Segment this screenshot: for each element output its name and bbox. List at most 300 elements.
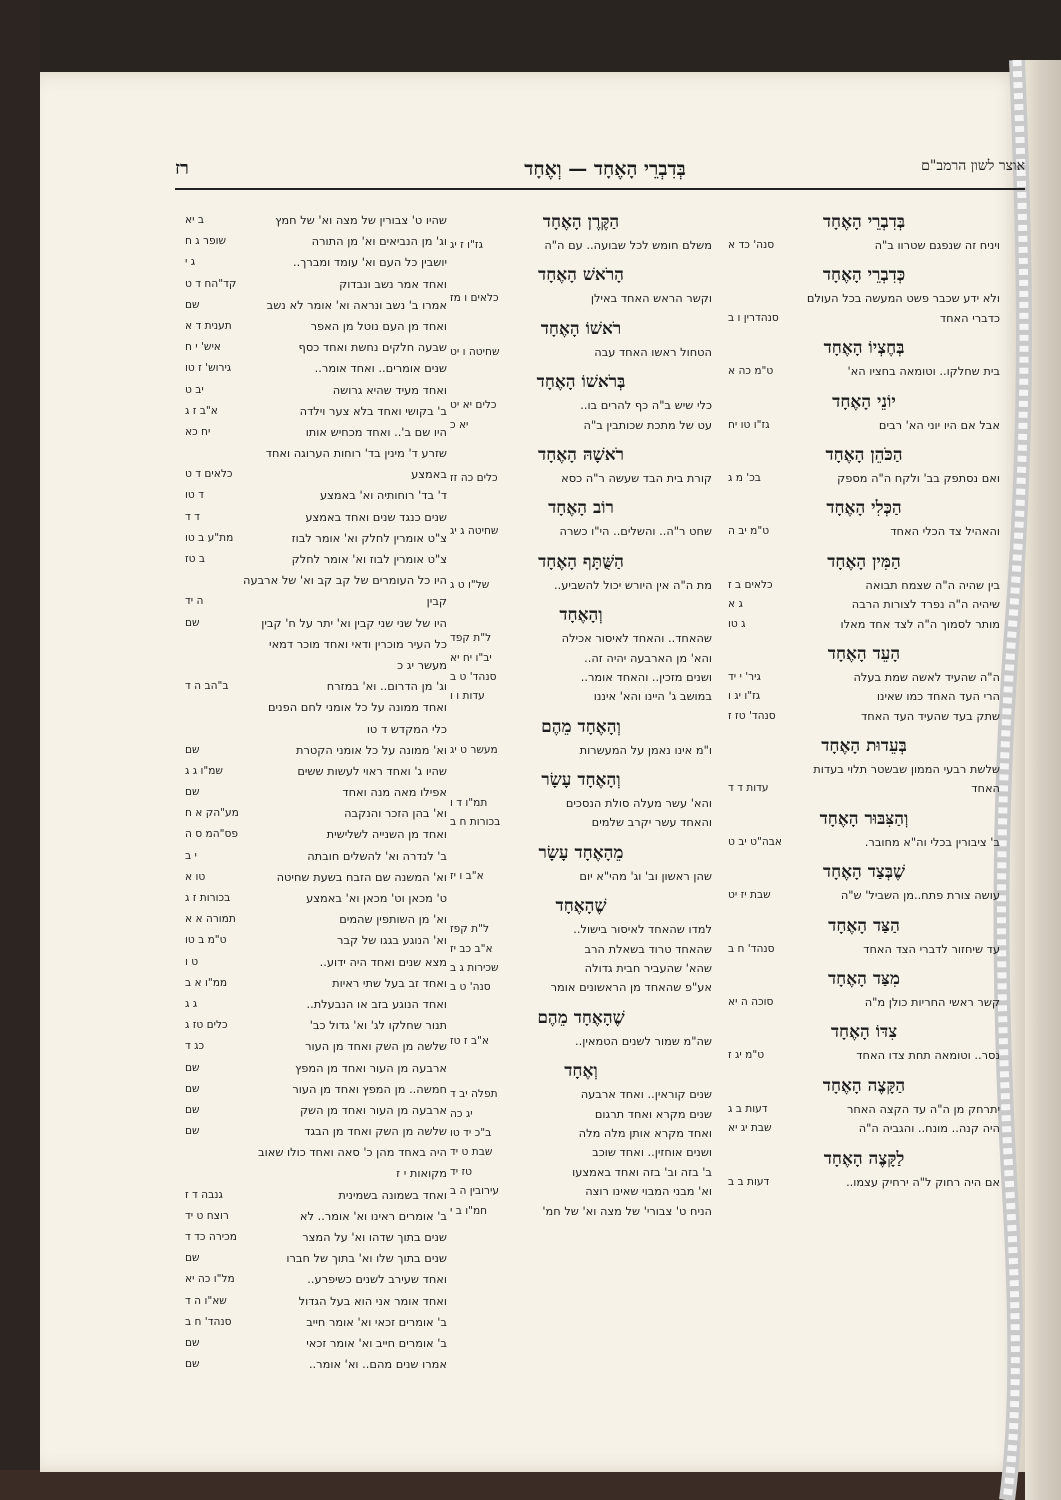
source-reference: שופר ג ח — [185, 235, 227, 248]
source-reference: סנהד' ח ב — [728, 942, 775, 955]
entry-line — [185, 1354, 447, 1375]
line-text: ואחד אמר נשב ונבדוק — [339, 276, 447, 291]
dictionary-entry — [728, 1020, 1000, 1065]
entry-line — [185, 316, 447, 337]
line-text: כדברי האחד — [939, 310, 1000, 325]
line-text: שתק בעד שהעיד העד האחד — [861, 708, 1000, 723]
source-reference: מל"ו כה יא — [185, 1273, 235, 1286]
line-text: בין שהיה ה"ה שצמח תבואה — [865, 577, 1000, 592]
entry-line — [450, 978, 712, 997]
line-text: ואם נסתפק בב' ולקח ה"ה מספק — [837, 470, 1000, 485]
line-text: קשר ראשי החריות כולן מ"ה — [864, 995, 1000, 1010]
line-text: שלשה מן השק ואחד מן הבגד — [304, 1124, 447, 1139]
source-reference: בכורות ח ב — [450, 816, 501, 829]
source-reference: שחיטה ו יט — [450, 345, 500, 358]
source-reference: מעשר ט יג — [450, 743, 498, 756]
entry-line — [450, 1032, 712, 1051]
entry-line — [185, 1185, 447, 1206]
source-reference: ט"מ ב טו — [185, 934, 227, 947]
dictionary-entry — [728, 860, 1000, 905]
header-rule — [175, 188, 1025, 190]
dictionary-entry — [450, 841, 712, 886]
entry-line — [450, 959, 712, 978]
entry-line — [185, 380, 447, 401]
source-reference: א"ב ז טז — [450, 1034, 490, 1047]
source-reference: גז"ו ז יג — [450, 239, 483, 251]
entry-headword: הַכְּלִי הָאֶחָד — [826, 498, 902, 519]
line-text: והא' עשר מעלה סולת הנסכים — [565, 796, 712, 811]
entry-line — [450, 668, 712, 687]
line-text: כלי המקדש ד טו — [366, 721, 447, 736]
entry-headword: יוֹנֵי הָאֶחָד — [832, 391, 896, 412]
source-reference: שם — [185, 1125, 200, 1138]
source-reference: כלאים ו מז — [450, 292, 499, 305]
source-reference: שבת יג יא — [728, 1122, 772, 1135]
source-reference: כלים כה זז — [450, 471, 498, 484]
entry-line — [728, 1119, 1000, 1138]
entry-headword: הַשֻּׁתָּף הָאֶחָד — [538, 551, 624, 572]
entry-line — [450, 396, 712, 415]
entry-line — [728, 668, 1000, 687]
line-text: שהאחד.. והאחד לאיסור אכילה — [561, 631, 712, 646]
source-reference: ה יד — [185, 595, 204, 608]
source-reference: סנה' כד א — [728, 239, 775, 251]
source-reference: שם — [185, 1358, 200, 1371]
source-reference: יב ט — [185, 383, 204, 396]
entry-line — [728, 940, 1000, 959]
line-text: היה קנה.. מונח.. והגביה ה"ה — [858, 1121, 1000, 1136]
source-reference: ד טו — [185, 489, 204, 502]
line-text: ואחד ממונה על כל אומני לחם הפנים — [267, 700, 447, 715]
entry-line — [450, 649, 712, 668]
line-text: אם היה רחוק ל"ה ירחיק עצמו.. — [846, 1174, 1000, 1189]
entry-headword: בְּחֶצְיוֹ הָאֶחָד — [823, 338, 905, 359]
entry-line — [728, 309, 1000, 328]
dictionary-entry — [450, 496, 712, 541]
source-reference: טז יד — [450, 1165, 473, 1178]
source-reference: ט ו — [185, 955, 199, 968]
source-reference: ב"הב ה ד — [185, 680, 229, 693]
entry-line — [728, 833, 1000, 852]
entry-line — [185, 1269, 447, 1290]
source-reference: גיר' י יד — [728, 670, 761, 683]
line-text: ושנים אוחזין.. ואחד שוכב — [592, 1145, 712, 1160]
source-reference: יח כא — [185, 425, 211, 438]
line-text: האחד — [971, 781, 1000, 796]
line-text: אפילו מאה מנה ואחד — [342, 785, 447, 800]
source-reference: כלאים ב ז — [728, 578, 773, 591]
source-reference: כלים יא יט — [450, 399, 497, 412]
dictionary-entry — [450, 1059, 712, 1221]
entry-line — [185, 1206, 447, 1227]
entry-line — [450, 813, 712, 832]
source-reference: דעות ב ב — [728, 1175, 770, 1188]
line-text: קורת בית הבד שעשה ר"ה כסא — [561, 470, 712, 485]
entry-line — [450, 867, 712, 886]
source-reference: שם — [185, 616, 200, 629]
line-text: במושב ג' היינו והא' איננו — [593, 689, 712, 704]
line-text: שזרע ד' מינין בד' רוחות הערוגה ואחד — [265, 446, 447, 461]
source-reference: ד ד — [185, 510, 200, 523]
entry-line — [185, 591, 447, 612]
source-reference: תמורה א א — [185, 913, 236, 926]
line-text: ואחד מן השנייה לשלישית — [326, 827, 447, 842]
line-text: שהאחד טרוד בשאלת הרב — [584, 941, 712, 956]
line-text: ב' בקושי ואחד בלא צער וילדה — [299, 403, 447, 418]
line-text: ואחד זב בעל שתי ראיות — [332, 975, 447, 990]
source-reference: ב טז — [185, 553, 206, 565]
entry-line — [185, 824, 447, 845]
entry-line — [185, 719, 447, 740]
source-reference: סנהדרין ו ב — [728, 311, 779, 324]
source-reference: שם — [185, 1252, 200, 1265]
line-text: וא' מן השותפין שהמים — [339, 912, 447, 927]
line-text: ואחד מעיד שהיא גרושה — [332, 382, 447, 397]
line-text: עושה צורת פתח..מן השביל' ש"ה — [840, 888, 1000, 903]
source-reference: פס"המ ס ה — [185, 828, 239, 841]
entry-line — [728, 595, 1000, 614]
source-reference: איש' י ח — [185, 341, 221, 354]
line-text: שנים קוראין.. ואחד ארבעה — [580, 1087, 712, 1102]
line-text: ארבעה מן העור ואחד מן המפץ — [295, 1060, 447, 1075]
source-reference: ג טו — [728, 617, 746, 630]
entry-line — [185, 1227, 447, 1248]
entry-line — [185, 803, 447, 824]
source-reference: ג י — [185, 256, 196, 269]
entry-line — [728, 1173, 1000, 1192]
dictionary-entry — [450, 370, 712, 435]
entry-headword: הַצַּד הָאֶחָד — [828, 915, 900, 936]
source-reference: ל"ת קפז — [450, 923, 490, 936]
source-reference: ט"מ כה א — [728, 365, 774, 378]
line-text: אמרו ב' נשב ונראה וא' אומר לא נשב — [266, 297, 447, 312]
entry-line — [450, 629, 712, 648]
entry-headword: וְהָאֶחָד מֵהֶם — [541, 716, 621, 737]
entry-line — [185, 740, 447, 761]
source-reference: י ב — [185, 849, 197, 862]
entry-line — [185, 1079, 447, 1100]
line-text: ארבעה מן העור ואחד מן השק — [299, 1102, 447, 1117]
entry-line — [450, 1105, 712, 1124]
entry-line — [185, 1248, 447, 1269]
source-reference: כג ד — [185, 1040, 205, 1053]
line-text: חמשה.. מן המפץ ואחד מן העור — [292, 1081, 447, 1096]
entry-headword: וְאֶחָד — [564, 1061, 598, 1082]
source-reference: ב"כ יד טו — [450, 1126, 492, 1139]
source-reference: ב יא — [185, 214, 204, 226]
line-text: ואחד הנוגע בזב או הנבעלת.. — [306, 996, 447, 1011]
line-text: צ"ט אומרין לחלק וא' אומר לבוז — [291, 530, 447, 545]
entry-line — [185, 909, 447, 930]
entry-headword: וְהָאֶחָד עָשָׂר — [541, 770, 621, 791]
line-text: ולא ידע שכבר פשט המעשה בכל העולם — [806, 291, 1000, 306]
dictionary-entry — [450, 443, 712, 488]
entry-headword: בְּעֵדוּת הָאֶחָד — [821, 736, 907, 757]
entry-line — [450, 522, 712, 541]
source-reference: מת"ע ב טו — [185, 531, 234, 544]
entry-line — [185, 676, 447, 697]
entry-line — [185, 867, 447, 888]
entry-line — [728, 886, 1000, 905]
source-reference: שם — [185, 1336, 200, 1349]
line-text: וא' ממונה על כל אומני הקטרת — [295, 742, 447, 757]
line-text: יושבין כל העם וא' עומד ומברך.. — [293, 255, 447, 270]
line-text: היו של שני שני קבין וא' יתר על ח' קבין — [261, 615, 447, 630]
entry-line — [185, 1291, 447, 1312]
line-text: שנים בתוך שדהו וא' על המצר — [302, 1230, 447, 1244]
dictionary-entry — [728, 734, 1000, 799]
line-text: מת ה"ה אין היורש יכול להשביע.. — [554, 577, 712, 592]
entry-line — [450, 289, 712, 308]
source-reference: חמ"ו ב י — [450, 1204, 488, 1217]
entry-line — [185, 1333, 447, 1354]
source-reference: שבת ט יד — [450, 1146, 493, 1159]
entry-line — [450, 236, 712, 255]
dictionary-entry — [450, 317, 712, 362]
line-text: שיהיה ה"ה נפרד לצורות הרבה — [851, 597, 1000, 612]
entry-line — [728, 1100, 1000, 1119]
entry-line — [728, 615, 1000, 634]
line-text: ואחד מקרא אותן מלה מלה — [578, 1125, 712, 1140]
entry-line — [185, 888, 447, 909]
line-text: ושנים מזכין.. והאחד אומר.. — [580, 669, 712, 684]
page-number: רז — [175, 158, 189, 179]
entry-headword: מֵהָאֶחָד עָשָׂר — [538, 842, 624, 863]
entry-line — [450, 687, 712, 706]
entry-headword: הַמִּין הָאֶחָד — [827, 551, 901, 572]
line-text: באמצע — [411, 467, 447, 482]
entry-line — [185, 952, 447, 973]
line-text: שחט ר"ה.. והשלים.. הי"ו כשרה — [559, 524, 712, 539]
entry-line — [450, 1085, 712, 1104]
line-text: וג' מן הדרום.. וא' במזרח — [326, 679, 447, 694]
dictionary-entry — [728, 336, 1000, 381]
entry-line — [185, 1142, 447, 1163]
entry-line — [185, 507, 447, 528]
entry-line — [728, 362, 1000, 381]
entry-line — [185, 1015, 447, 1036]
line-text: שבעה חלקים נחשת ואחד כסף — [298, 340, 447, 355]
line-text: ב' לנדרה וא' להשלים חובתה — [307, 848, 447, 863]
line-text: צ"ט אומרין לבוז וא' אומר לחלק — [291, 552, 447, 566]
source-reference: שא"ו ה ד — [185, 1294, 227, 1307]
column-left — [185, 210, 447, 1375]
dictionary-entry — [728, 807, 1000, 852]
entry-line — [185, 1163, 447, 1184]
source-reference: ג ג — [185, 997, 198, 1010]
dictionary-entry — [728, 210, 1000, 255]
line-text: אמרו שנים מהם.. וא' אומר.. — [308, 1357, 447, 1372]
line-text: והא' מן הארבעה יהיה זה.. — [584, 650, 712, 665]
line-text: היה באחד מהן כ' סאה ואחד כולו שאוב — [258, 1145, 447, 1160]
entry-line — [450, 416, 712, 435]
source-reference: ט"מ יג ז — [728, 1049, 765, 1062]
entry-line — [728, 707, 1000, 726]
source-reference: שם — [185, 1061, 200, 1074]
dictionary-entry — [450, 1006, 712, 1051]
entry-line — [185, 295, 447, 316]
source-reference: טו א — [185, 870, 206, 883]
entry-line — [728, 576, 1000, 595]
entry-line — [185, 485, 447, 506]
line-text: מצא שנים ואחד היה ידוע.. — [319, 954, 447, 969]
source-reference: א"ב ו יז — [450, 869, 484, 882]
entry-line — [185, 697, 447, 718]
entry-line — [185, 570, 447, 591]
column-right — [728, 210, 1000, 1200]
line-text: למדו שהאחד לאיסור בישול.. — [573, 922, 712, 937]
book-cover-bottom — [0, 1470, 1061, 1500]
entry-line — [728, 522, 1000, 541]
line-text: ב' בזה וב' בזה ואחד באמצעו — [572, 1164, 712, 1179]
source-reference: שם — [185, 1103, 200, 1116]
entry-line — [185, 613, 447, 634]
dictionary-entry — [728, 914, 1000, 959]
entry-headword: שֶׁהָאֶחָד — [555, 896, 607, 917]
page-title: בְּדִבְרֵי הָאֶחָד — וְאֶחָד — [524, 158, 686, 180]
entry-line — [728, 289, 1000, 308]
entry-line — [185, 210, 447, 231]
entry-line — [185, 1121, 447, 1142]
entry-line — [185, 443, 447, 464]
source-reference: שמ"ו ג ג — [185, 764, 223, 777]
line-text: שהיו ט' צבורין של מצה וא' של חמץ — [275, 213, 447, 227]
entry-line — [728, 236, 1000, 255]
source-reference: סוכה ה יא — [728, 996, 774, 1009]
dictionary-entry — [728, 1074, 1000, 1139]
line-text: תנור שחלקו לג' וא' גדול כב' — [309, 1018, 447, 1033]
entry-line — [450, 1124, 712, 1143]
line-text: שלשת רבעי הממון שבשטר תלוי בעדות — [813, 762, 1000, 777]
source-reference: של"ו ט ג — [450, 578, 490, 591]
entry-headword: כְּדִבְרֵי הָאֶחָד — [822, 265, 906, 286]
entry-headword: הַקֶּרֶן הָאֶחָד — [542, 212, 620, 232]
source-reference: גז"ו יג ו — [728, 690, 761, 703]
dictionary-entry — [450, 715, 712, 760]
entry-line — [185, 231, 447, 252]
source-reference: יא כ — [450, 418, 469, 431]
source-reference: א"ב כב יז — [450, 942, 493, 955]
line-text: וא' המשנה שם הזבח בשעת שחיטה — [276, 869, 447, 884]
entry-line — [450, 940, 712, 959]
entry-line — [450, 741, 712, 760]
line-text: שהיו ג' ואחד ראוי לעשות ששים — [297, 763, 447, 778]
entry-headword: מִצַּד הָאֶחָד — [827, 969, 900, 990]
source-reference: עדות ו ו — [450, 690, 485, 703]
entry-line — [185, 846, 447, 867]
dictionary-entry — [450, 894, 712, 998]
line-text: והאהיל צד הכלי האחד — [890, 524, 1000, 539]
source-reference: סנהד' טז ז — [728, 709, 776, 722]
line-text: קבין — [426, 594, 447, 609]
dictionary-entry — [450, 210, 712, 255]
line-text: שנים מקרא ואחד תרגום — [594, 1106, 712, 1121]
source-reference: א"ב ז ג — [185, 404, 218, 417]
entry-line — [728, 1046, 1000, 1065]
dictionary-entry — [450, 768, 712, 833]
source-reference: אבה"ט יב ט — [728, 835, 782, 848]
running-header — [175, 158, 1025, 184]
source-reference: בכ' מ ג — [728, 471, 761, 484]
line-text: ב' אומרים חייב וא' אומר זכאי — [306, 1335, 447, 1350]
source-reference: שם — [185, 743, 200, 756]
line-text: הטחול ראשו האחד עבה — [594, 344, 712, 359]
dictionary-entry — [728, 967, 1000, 1012]
line-text: וג' מן הנביאים וא' מן התורה — [311, 234, 447, 249]
line-text: שנים כנגד שנים ואחד באמצע — [305, 509, 447, 524]
entry-line — [185, 528, 447, 549]
line-text: עד שיחזור לדברי הצד האחד — [863, 941, 1000, 956]
source-reference: עדות ד ד — [728, 782, 769, 795]
entry-line — [728, 779, 1000, 798]
source-reference: סנהד' ט ב — [450, 670, 497, 683]
source-reference: סנה' ט ב — [450, 981, 491, 994]
entry-line — [185, 1312, 447, 1333]
entry-line — [185, 761, 447, 782]
line-text: ט' מכאן וט' מכאן וא' באמצע — [306, 891, 447, 905]
line-text: יתרחק מן ה"ה עד הקצה האחר — [846, 1101, 1000, 1116]
dictionary-entry — [450, 603, 712, 707]
line-text: ד' בד' רוחותיה וא' באמצע — [320, 488, 447, 503]
line-text: היו שם ב'.. ואחד מכחיש אותו — [305, 424, 447, 439]
entry-line — [450, 920, 712, 939]
dictionary-entry — [728, 496, 1000, 541]
source-reference: סנהד' ח ב — [185, 1315, 232, 1328]
entry-headword: שֶׁבְּצַד הָאֶחָד — [822, 862, 906, 883]
entry-line — [185, 337, 447, 358]
dictionary-entry — [728, 443, 1000, 488]
source-reference: שחיטה ג יג — [450, 525, 499, 538]
entry-line — [450, 1143, 712, 1162]
entry-headword: רוֹב הָאֶחָד — [548, 498, 614, 519]
dictionary-entry — [728, 550, 1000, 634]
entry-line — [185, 1100, 447, 1121]
source-reference: תענית ד א — [185, 319, 232, 332]
entry-line — [450, 1163, 712, 1182]
line-text: ב' ציבורין בכלי וה"א מחובר. — [864, 834, 1000, 849]
line-text: כלי שיש ב"ה כף להרים בו.. — [580, 398, 712, 413]
source-reference: שכירות ג ב — [450, 962, 499, 975]
entry-headword: רֹאשׁוֹ הָאֶחָד — [540, 318, 622, 339]
line-text: ב' אומרים ראינו וא' אומר.. לא — [299, 1208, 447, 1223]
line-text: וא' בהן הזכר והנקבה — [344, 806, 447, 821]
book-title: אוצר לשון הרמב"ם — [921, 158, 1025, 174]
line-text: אע"פ שהאחד מן הראשונים אומר — [550, 980, 712, 995]
line-text: שנים אומרים.. ואחד אומר.. — [314, 361, 447, 376]
entry-line — [450, 794, 712, 813]
line-text: היו כל העומרים של קב קב וא' של ארבעה — [243, 573, 447, 588]
source-reference: עירובין ה ב — [450, 1185, 500, 1198]
line-text: שלשה מן השק ואחד מן העור — [305, 1039, 447, 1054]
entry-line — [450, 343, 712, 362]
source-reference: יג כה — [450, 1107, 473, 1120]
line-text: ואחד מן העם נוטל מן האפר — [310, 318, 447, 333]
source-reference: גז"ו טו יח — [728, 418, 770, 431]
line-text: וא' מבני המבוי שאינו רוצה — [585, 1184, 712, 1199]
entry-line — [185, 401, 447, 422]
entry-line — [185, 549, 447, 570]
entry-line — [728, 469, 1000, 488]
entry-headword: רֹאשָׁהּ הָאֶחָד — [538, 444, 624, 465]
line-text: מותר לסמוך ה"ה לצד אחד מאלו — [840, 616, 1000, 631]
line-text: מעשר יג כ — [397, 657, 447, 672]
entry-headword: הַכֹּהֵן הָאֶחָד — [825, 444, 903, 465]
source-reference: כלאים ד ט — [185, 468, 233, 481]
line-text: משלם חומש לכל שבועה.. עם ה"ה — [544, 238, 712, 252]
source-reference: כלים טז ג — [185, 1019, 228, 1032]
entry-line — [185, 274, 447, 295]
line-text: וא' הנוגע בגגו של קבר — [337, 933, 447, 948]
